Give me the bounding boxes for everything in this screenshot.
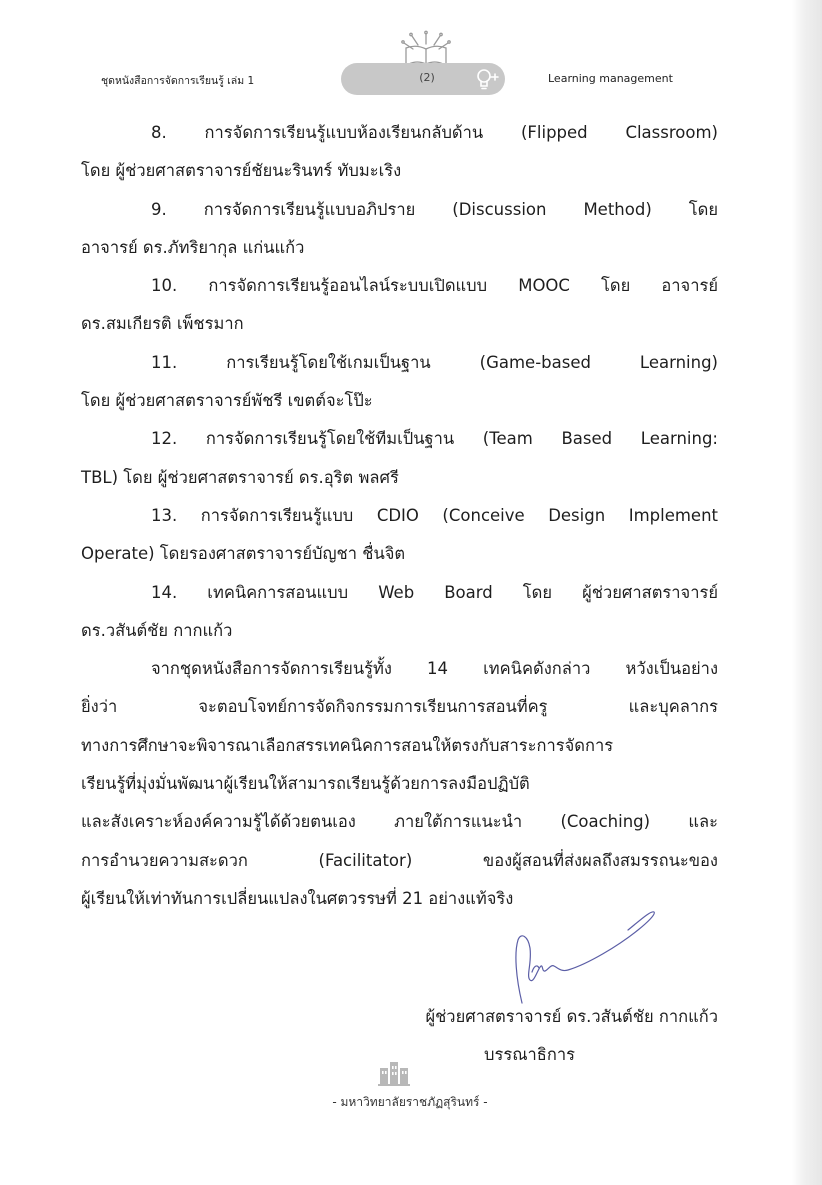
text-line: เรียนรู้ที่มุ่งมั่นพัฒนาผู้เรียนให้สามารถเรียนรู้ด้วยการลงมือปฏิบัติ [81, 774, 530, 794]
text-line: โดย ผู้ช่วยศาสตราจารย์ชัยนะรินทร์ ทับมะเริง [81, 161, 402, 181]
text-line: 8. การจัดการเรียนรู้แบบห้องเรียนกลับด้าน (Flipped Classroom) [151, 123, 718, 142]
signatory-role: บรรณาธิการ [484, 1045, 575, 1064]
text-line: Operate) โดยรองศาสตราจารย์บัญชา ชื่นจิต [81, 544, 406, 564]
text-line: การอำนวยความสะดวก (Facilitator) ของผู้สอนที่ส่งผลถึงสมรรถนะของ [81, 850, 718, 870]
open-book-icon [400, 30, 452, 66]
university-building-icon [378, 1060, 410, 1086]
text-line: 14. เทคนิคการสอนแบบ Web Board โดย ผู้ช่วยศาสตราจารย์ [151, 582, 718, 602]
text-line: อาจารย์ ดร.ภัทริยากุล แก่นแก้ว [81, 237, 305, 257]
lightbulb-gear-icon [475, 67, 501, 91]
text-line: 11. การเรียนรู้โดยใช้เกมเป็นฐาน (Game-based Learning) [151, 352, 718, 372]
header-subject: Learning management [548, 72, 673, 85]
text-line: ยิ่งว่า จะตอบโจทย์การจัดกิจกรรมการเรียนการสอนที่ครู และบุคลากร [81, 697, 718, 717]
text-line: ดร.วสันต์ชัย กากแก้ว [81, 620, 233, 640]
header-page-pill [341, 63, 505, 95]
header-book-series: ชุดหนังสือการจัดการเรียนรู้ เล่ม 1 [101, 75, 255, 87]
text-line: ผู้เรียนให้เท่าทันการเปลี่ยนแปลงในศตวรรษที่ 21 อย่างแท้จริง [81, 888, 514, 908]
text-line: โดย ผู้ช่วยศาสตราจารย์พัชรี เขตต์จะโป๊ะ [81, 391, 373, 411]
page-edge-shadow [792, 0, 822, 1185]
page-number: (2) [419, 71, 435, 84]
text-line: ดร.สมเกียรติ เพ็ชรมาก [81, 314, 244, 334]
text-line: 12. การจัดการเรียนรู้โดยใช้ทีมเป็นฐาน (Team Based Learning: [151, 429, 718, 449]
body-text [81, 114, 718, 918]
text-line: จากชุดหนังสือการจัดการเรียนรู้ทั้ง 14 เทคนิคดังกล่าว หวังเป็นอย่าง [151, 659, 718, 679]
signatory-name: ผู้ช่วยศาสตราจารย์ ดร.วสันต์ชัย กากแก้ว [425, 1007, 718, 1026]
text-line: 10. การจัดการเรียนรู้ออนไลน์ระบบเปิดแบบ MOOC โดย อาจารย์ [151, 276, 718, 296]
text-line: TBL) โดย ผู้ช่วยศาสตราจารย์ ดร.อุริต พลศรี [81, 467, 399, 487]
text-line: 9. การจัดการเรียนรู้แบบอภิปราย (Discussion Method) โดย [151, 199, 718, 219]
text-line: และสังเคราะห์องค์ความรู้ได้ด้วยตนเอง ภายใต้การแนะนำ (Coaching) และ [81, 812, 718, 832]
text-line: 13. การจัดการเรียนรู้แบบ CDIO (Conceive Design Implement [151, 505, 718, 525]
text-line: ทางการศึกษาจะพิจารณาเลือกสรรเทคนิคการสอนให้ตรงกับสาระการจัดการ [81, 735, 614, 755]
footer-university: - มหาวิทยาลัยราชภัฏสุรินทร์ - [332, 1095, 488, 1109]
handwritten-signature [508, 908, 660, 1008]
